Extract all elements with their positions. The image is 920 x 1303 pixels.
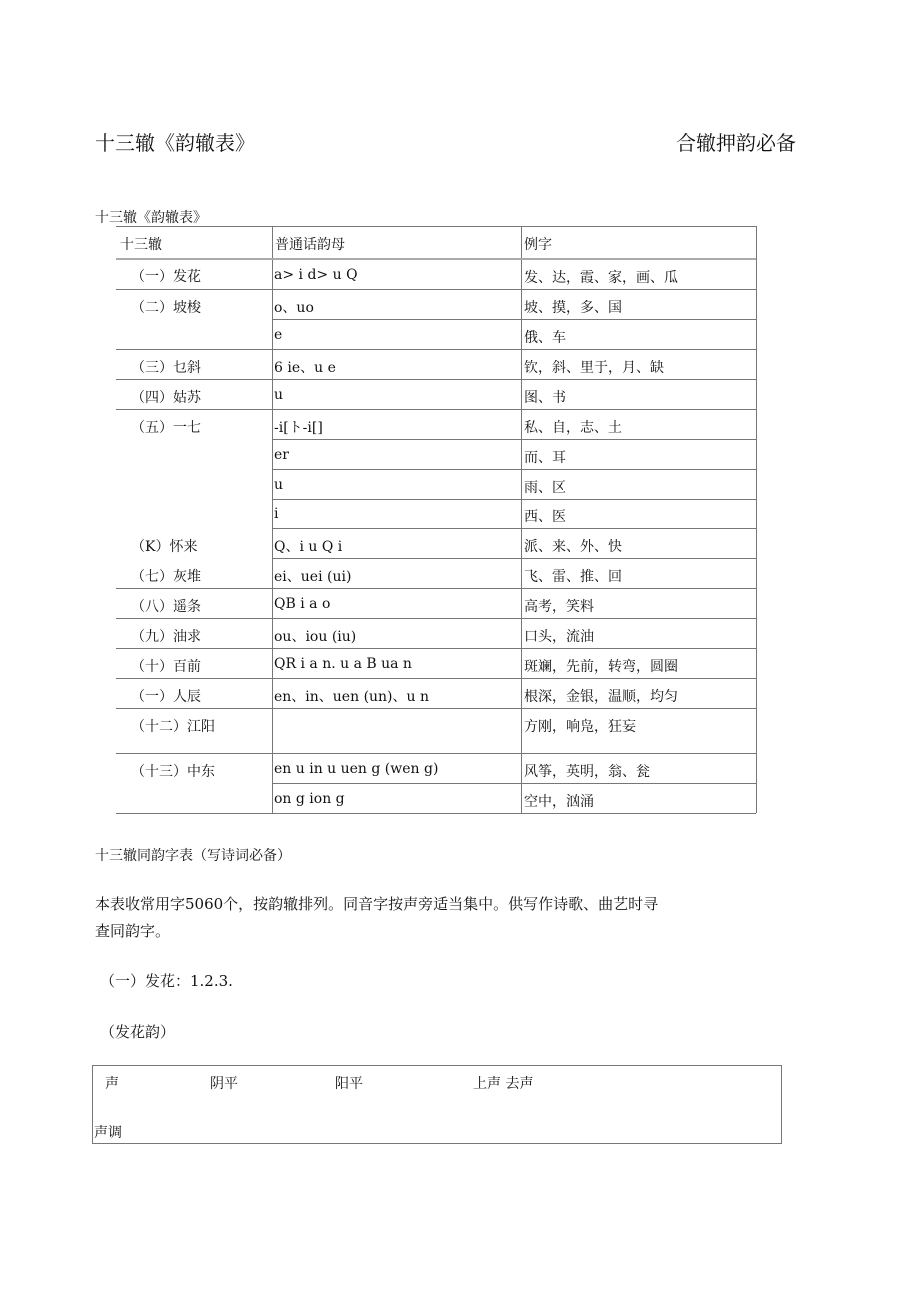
tone-bottom-label: 声调	[94, 1125, 122, 1141]
section-heading: 十三辙同韵字表（写诗词必备）	[95, 848, 291, 864]
example-cell: 发、达，霞、家，画、瓜	[524, 270, 678, 286]
example-cell: 飞、雷、推、回	[524, 569, 622, 585]
row-divider	[116, 289, 756, 290]
table-border	[116, 226, 756, 227]
final-cell: en u in u uen g (wen g)	[274, 761, 439, 777]
final-cell: u	[274, 477, 284, 493]
final-cell: -i[ト-i[]	[274, 420, 323, 436]
row-label: （三）乜斜	[131, 360, 201, 376]
tone-table	[92, 1065, 782, 1144]
subheading: （发花韵）	[100, 1023, 176, 1041]
example-cell: 图、书	[524, 390, 566, 406]
example-cell: 西、医	[524, 509, 566, 525]
example-cell: 而、耳	[524, 450, 566, 466]
row-label: （十二）江阳	[131, 719, 215, 735]
row-divider	[116, 678, 756, 679]
final-cell: u	[274, 387, 284, 403]
example-cell: 俄、车	[524, 330, 566, 346]
row-divider	[116, 258, 756, 260]
tone-label: 上声 去声	[473, 1076, 534, 1092]
row-divider	[272, 319, 756, 320]
example-cell: 坡、摸，多、国	[524, 300, 622, 316]
list-item-fahua: （一）发花：1.2.3.	[100, 972, 233, 990]
final-cell: QB i a o	[274, 596, 331, 612]
column-divider	[756, 226, 757, 813]
row-divider	[116, 349, 756, 350]
row-divider	[116, 618, 756, 619]
row-label: （九）油求	[131, 629, 201, 645]
page-subtitle: 合辙押韵必备	[676, 131, 796, 155]
column-divider	[272, 226, 273, 813]
column-header: 例字	[524, 237, 552, 253]
row-divider	[272, 558, 756, 559]
example-cell: 钦，斜、里于，月、缺	[524, 360, 664, 376]
row-label: （K）怀来	[131, 539, 198, 555]
row-divider	[116, 648, 756, 649]
example-cell: 派、来、外、快	[524, 539, 622, 555]
row-divider	[116, 708, 756, 709]
example-cell: 私、自，志、土	[524, 420, 622, 436]
row-divider	[272, 469, 756, 470]
row-label: （十三）中东	[131, 764, 215, 780]
example-cell: 口头，流油	[524, 629, 594, 645]
row-label: （四）姑苏	[131, 390, 201, 406]
final-cell: Q、i u Q i	[274, 539, 343, 555]
final-cell: i	[274, 506, 279, 522]
row-divider	[272, 439, 756, 440]
page-title: 十三辙《韵辙表》	[95, 131, 255, 155]
final-cell: en、in、uen (un)、u n	[274, 689, 430, 705]
row-divider	[116, 753, 756, 754]
row-divider	[116, 379, 756, 380]
table-caption: 十三辙《韵辙表》	[95, 210, 207, 226]
row-label: （五）一七	[131, 420, 201, 436]
final-cell: a> i d> u Q	[274, 267, 358, 283]
row-label: （一）人辰	[131, 689, 201, 705]
final-cell: ou、iou (iu)	[274, 629, 357, 645]
row-divider	[272, 528, 756, 529]
tone-label: 阳平	[335, 1076, 363, 1092]
final-cell: ei、uei (ui)	[274, 569, 352, 585]
final-cell: on g ion g	[274, 791, 345, 807]
final-cell: QR i a n. u a B ua n	[274, 656, 412, 672]
column-divider	[521, 226, 522, 813]
column-header: 十三辙	[120, 237, 162, 253]
tone-label: 阴平	[210, 1076, 238, 1092]
row-divider	[116, 409, 756, 410]
final-cell: o、uo	[274, 300, 314, 316]
column-header: 普通话韵母	[275, 237, 345, 253]
row-divider	[116, 813, 756, 814]
example-cell: 雨、区	[524, 480, 566, 496]
row-label: （二）坡梭	[131, 300, 201, 316]
final-cell: 6 ie、u e	[274, 360, 336, 376]
row-label: （十）百前	[131, 659, 201, 675]
example-cell: 方刚，响凫，狂妄	[524, 719, 636, 735]
final-cell: e	[274, 327, 283, 343]
example-cell: 根深，金银，温顺，均匀	[524, 689, 678, 705]
row-divider	[116, 588, 756, 589]
row-label: （七）灰堆	[131, 569, 201, 585]
example-cell: 高考，笑料	[524, 599, 594, 615]
row-label: （八）遥条	[131, 599, 201, 615]
final-cell: er	[274, 447, 289, 463]
row-divider	[272, 499, 756, 500]
example-cell: 斑斓，先前，转弯，圆圈	[524, 659, 678, 675]
row-label: （一）发花	[131, 269, 201, 285]
intro-text-line2: 查同韵字。	[95, 922, 171, 940]
row-divider	[272, 783, 756, 784]
example-cell: 空中，汹涌	[524, 794, 594, 810]
intro-text-line1: 本表收常用字5060个，按韵辙排列。同音字按声旁适当集中。供写作诗歌、曲艺时寻	[95, 895, 659, 913]
example-cell: 风筝，英明，翁、瓮	[524, 764, 650, 780]
tone-label: 声	[105, 1076, 119, 1092]
